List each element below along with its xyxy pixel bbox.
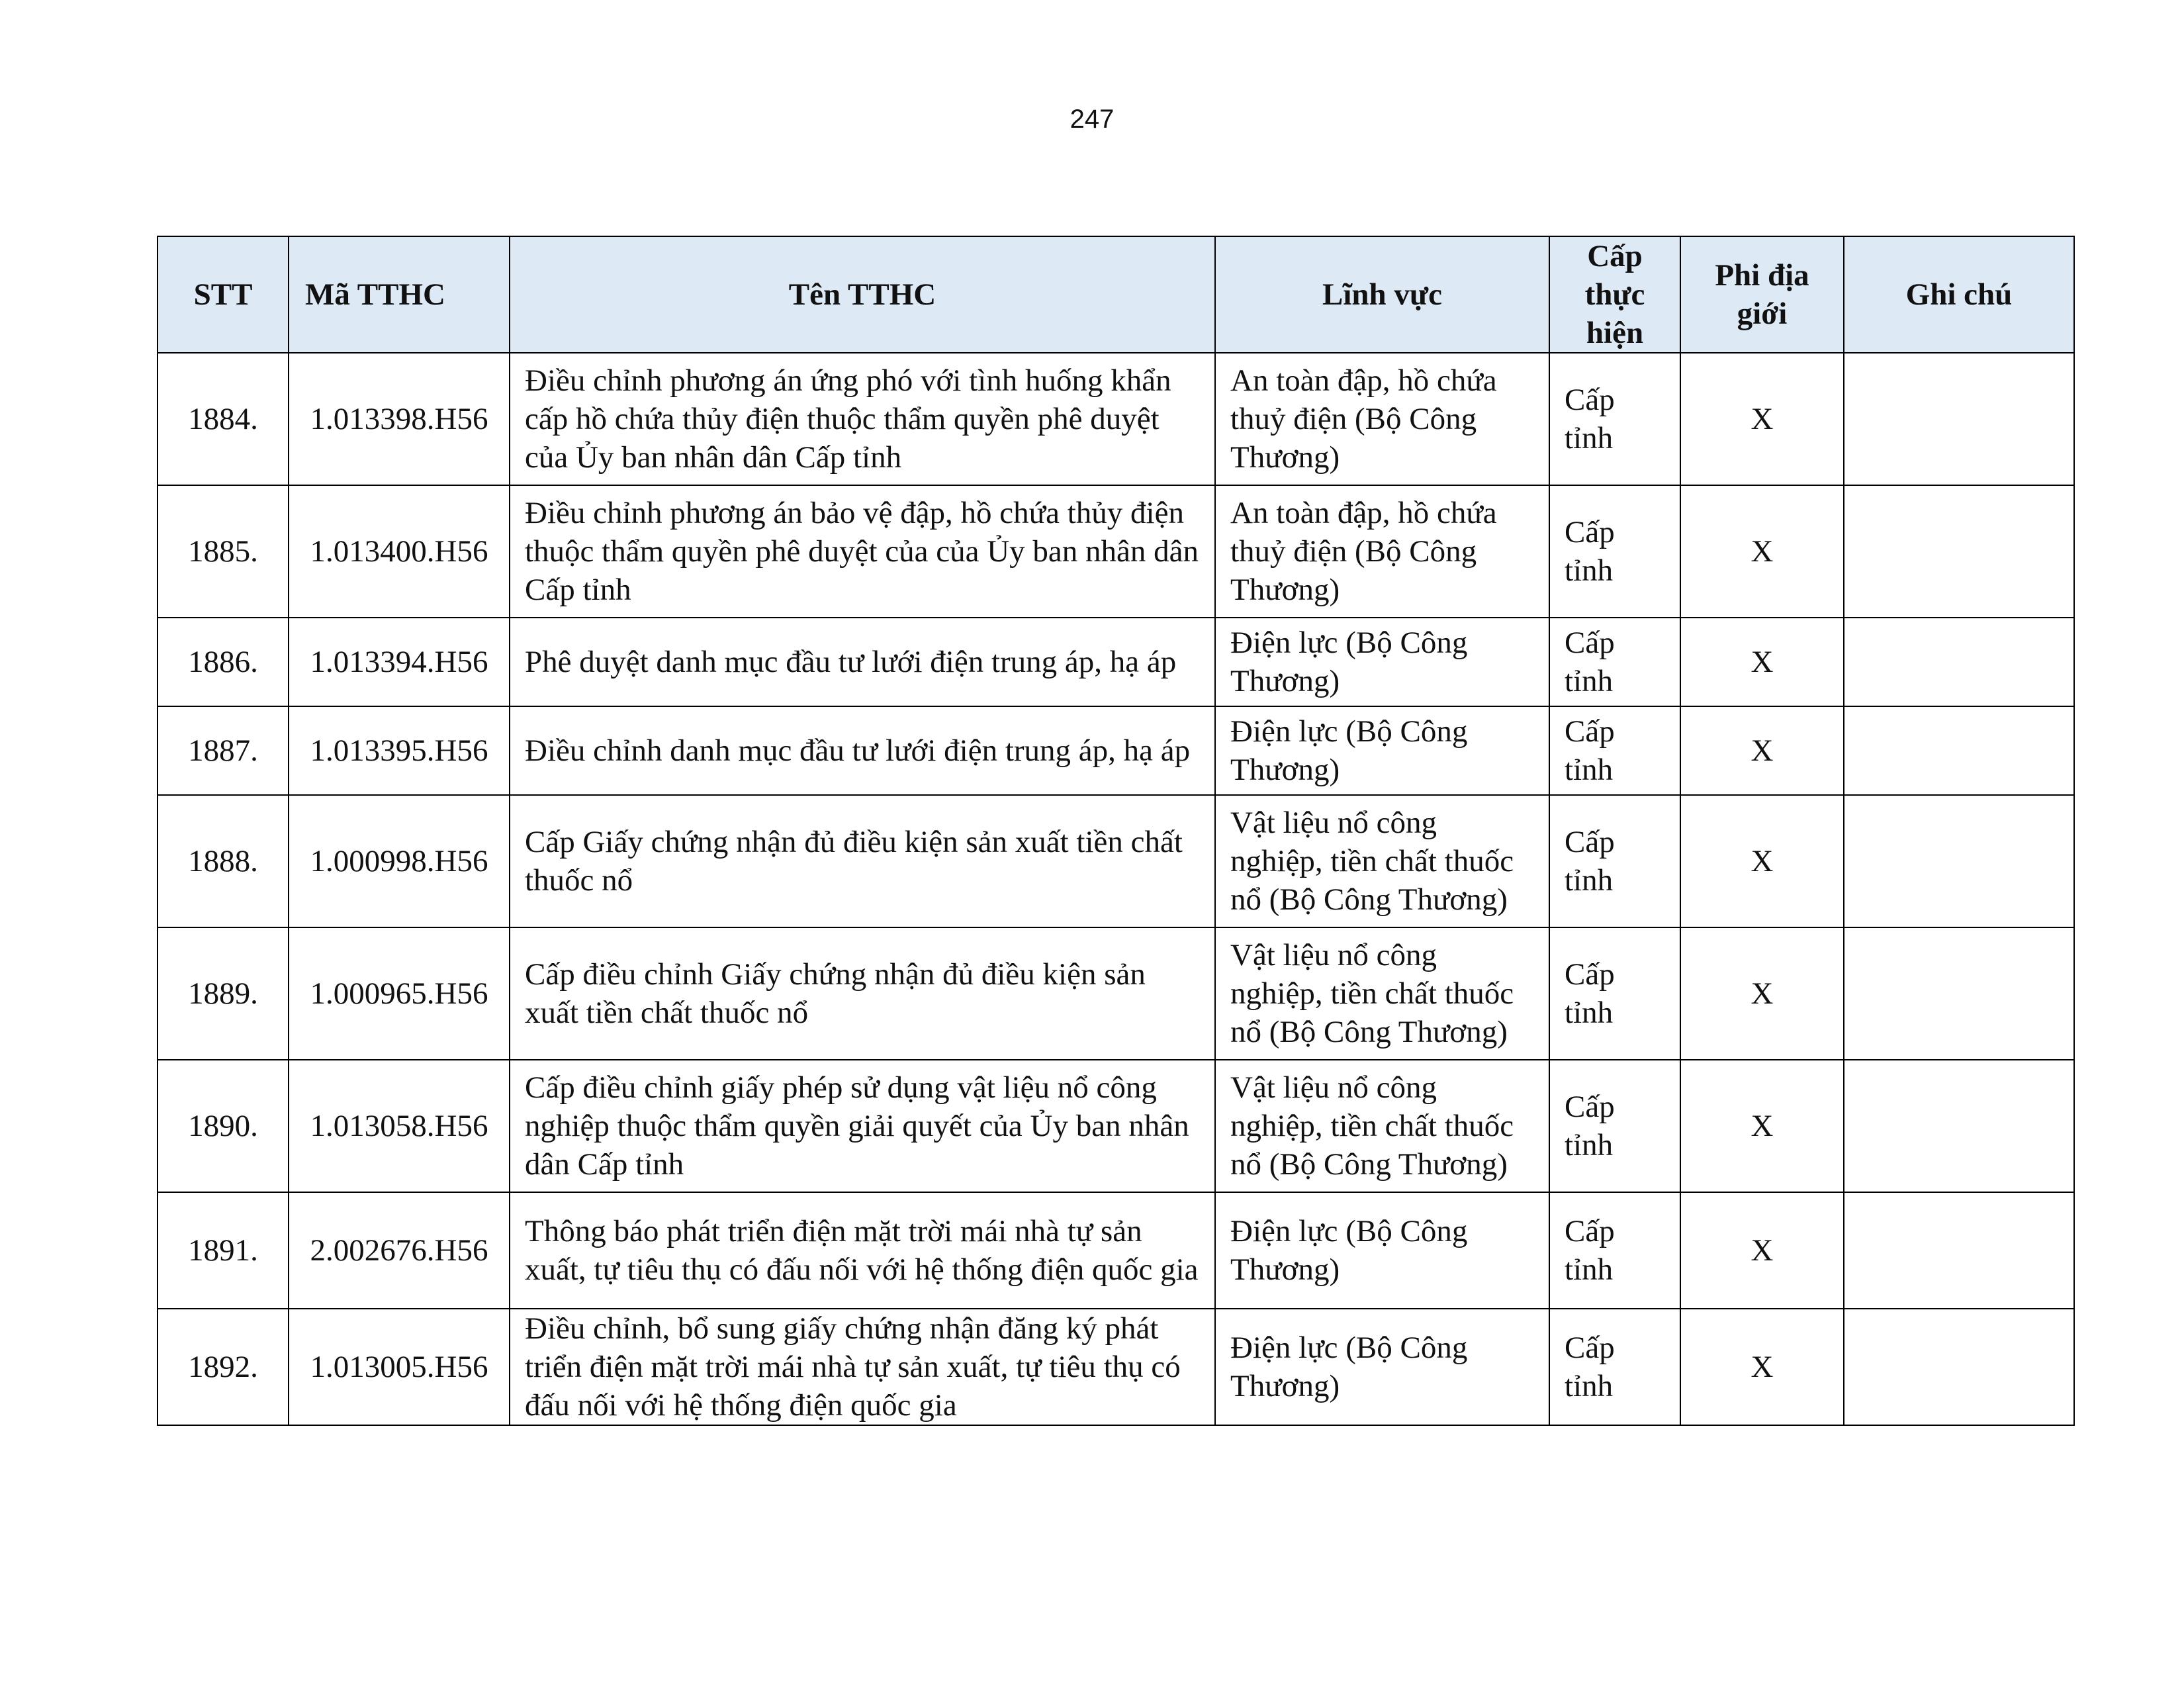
- header-field: Lĩnh vực: [1215, 236, 1549, 353]
- cell-level: Cấp tỉnh: [1549, 706, 1680, 795]
- table-row: [158, 353, 2074, 485]
- header-name: Tên TTHC: [510, 236, 1215, 353]
- cell-field: Điện lực (Bộ Công Thương): [1215, 706, 1549, 795]
- cell-code: 1.000998.H56: [289, 795, 510, 927]
- cell-level: Cấp tỉnh: [1549, 353, 1680, 485]
- cell-name: Thông báo phát triển điện mặt trời mái nhà tự sản xuất, tự tiêu thụ có đấu nối với hệ thống điện quốc gia: [510, 1192, 1215, 1309]
- cell-stt: 1892.: [158, 1309, 289, 1425]
- cell-nongeo: X: [1680, 1060, 1844, 1192]
- cell-code: 1.013400.H56: [289, 485, 510, 618]
- cell-level: Cấp tỉnh: [1549, 1060, 1680, 1192]
- cell-note: [1844, 1060, 2074, 1192]
- cell-code: 1.000965.H56: [289, 927, 510, 1060]
- cell-code: 1.013398.H56: [289, 353, 510, 485]
- cell-note: [1844, 927, 2074, 1060]
- cell-stt: 1887.: [158, 706, 289, 795]
- cell-stt: 1888.: [158, 795, 289, 927]
- table-row: [158, 1060, 2074, 1192]
- cell-level: Cấp tỉnh: [1549, 618, 1680, 706]
- header-stt: STT: [158, 236, 289, 353]
- cell-stt: 1884.: [158, 353, 289, 485]
- cell-level: Cấp tỉnh: [1549, 795, 1680, 927]
- cell-note: [1844, 485, 2074, 618]
- cell-field: Vật liệu nổ công nghiệp, tiền chất thuốc nổ (Bộ Công Thương): [1215, 927, 1549, 1060]
- cell-nongeo: X: [1680, 353, 1844, 485]
- cell-code: 1.013394.H56: [289, 618, 510, 706]
- cell-level: Cấp tỉnh: [1549, 1192, 1680, 1309]
- table-row: [158, 706, 2074, 795]
- cell-level: Cấp tỉnh: [1549, 485, 1680, 618]
- header-level: Cấp thực hiện: [1549, 236, 1680, 353]
- cell-code: 1.013395.H56: [289, 706, 510, 795]
- cell-note: [1844, 618, 2074, 706]
- cell-note: [1844, 706, 2074, 795]
- cell-stt: 1885.: [158, 485, 289, 618]
- cell-name: Điều chỉnh phương án ứng phó với tình huống khẩn cấp hồ chứa thủy điện thuộc thẩm quyền phê duyệt của Ủy ban nhân dân Cấp tỉnh: [510, 353, 1215, 485]
- cell-field: Điện lực (Bộ Công Thương): [1215, 1309, 1549, 1425]
- cell-field: Điện lực (Bộ Công Thương): [1215, 618, 1549, 706]
- cell-stt: 1890.: [158, 1060, 289, 1192]
- cell-name: Cấp Giấy chứng nhận đủ điều kiện sản xuất tiền chất thuốc nổ: [510, 795, 1215, 927]
- page-number: 247: [1069, 105, 1115, 134]
- cell-name: Điều chỉnh danh mục đầu tư lưới điện trung áp, hạ áp: [510, 706, 1215, 795]
- table-row: [158, 1192, 2074, 1309]
- cell-name: Cấp điều chỉnh Giấy chứng nhận đủ điều kiện sản xuất tiền chất thuốc nổ: [510, 927, 1215, 1060]
- cell-stt: 1889.: [158, 927, 289, 1060]
- table-row: [158, 618, 2074, 706]
- cell-field: Vật liệu nổ công nghiệp, tiền chất thuốc nổ (Bộ Công Thương): [1215, 795, 1549, 927]
- cell-level: Cấp tỉnh: [1549, 1309, 1680, 1425]
- cell-note: [1844, 795, 2074, 927]
- cell-nongeo: X: [1680, 618, 1844, 706]
- table-row: [158, 485, 2074, 618]
- cell-nongeo: X: [1680, 1309, 1844, 1425]
- header-nongeo: Phi địa giới: [1680, 236, 1844, 353]
- cell-stt: 1891.: [158, 1192, 289, 1309]
- cell-field: Vật liệu nổ công nghiệp, tiền chất thuốc nổ (Bộ Công Thương): [1215, 1060, 1549, 1192]
- header-note: Ghi chú: [1844, 236, 2074, 353]
- cell-field: An toàn đập, hồ chứa thuỷ điện (Bộ Công Thương): [1215, 485, 1549, 618]
- table-row: [158, 927, 2074, 1060]
- cell-code: 1.013058.H56: [289, 1060, 510, 1192]
- cell-note: [1844, 353, 2074, 485]
- table-header-row: [158, 236, 2074, 353]
- cell-nongeo: X: [1680, 1192, 1844, 1309]
- cell-name: Cấp điều chỉnh giấy phép sử dụng vật liệu nổ công nghiệp thuộc thẩm quyền giải quyết của Ủy ban nhân dân Cấp tỉnh: [510, 1060, 1215, 1192]
- cell-nongeo: X: [1680, 795, 1844, 927]
- table-row: [158, 1309, 2074, 1425]
- procedures-table: [157, 236, 2075, 1426]
- cell-field: An toàn đập, hồ chứa thuỷ điện (Bộ Công Thương): [1215, 353, 1549, 485]
- table-row: [158, 795, 2074, 927]
- cell-code: 1.013005.H56: [289, 1309, 510, 1425]
- cell-stt: 1886.: [158, 618, 289, 706]
- cell-nongeo: X: [1680, 706, 1844, 795]
- cell-nongeo: X: [1680, 927, 1844, 1060]
- cell-name: Điều chỉnh, bổ sung giấy chứng nhận đăng ký phát triển điện mặt trời mái nhà tự sản xuất, tự tiêu thụ có đấu nối với hệ thống điện quốc gia: [510, 1309, 1215, 1425]
- cell-name: Điều chỉnh phương án bảo vệ đập, hồ chứa thủy điện thuộc thẩm quyền phê duyệt của của Ủy ban nhân dân Cấp tỉnh: [510, 485, 1215, 618]
- header-code: Mã TTHC: [289, 236, 510, 353]
- cell-level: Cấp tỉnh: [1549, 927, 1680, 1060]
- cell-code: 2.002676.H56: [289, 1192, 510, 1309]
- cell-field: Điện lực (Bộ Công Thương): [1215, 1192, 1549, 1309]
- cell-name: Phê duyệt danh mục đầu tư lưới điện trung áp, hạ áp: [510, 618, 1215, 706]
- cell-note: [1844, 1192, 2074, 1309]
- cell-note: [1844, 1309, 2074, 1425]
- cell-nongeo: X: [1680, 485, 1844, 618]
